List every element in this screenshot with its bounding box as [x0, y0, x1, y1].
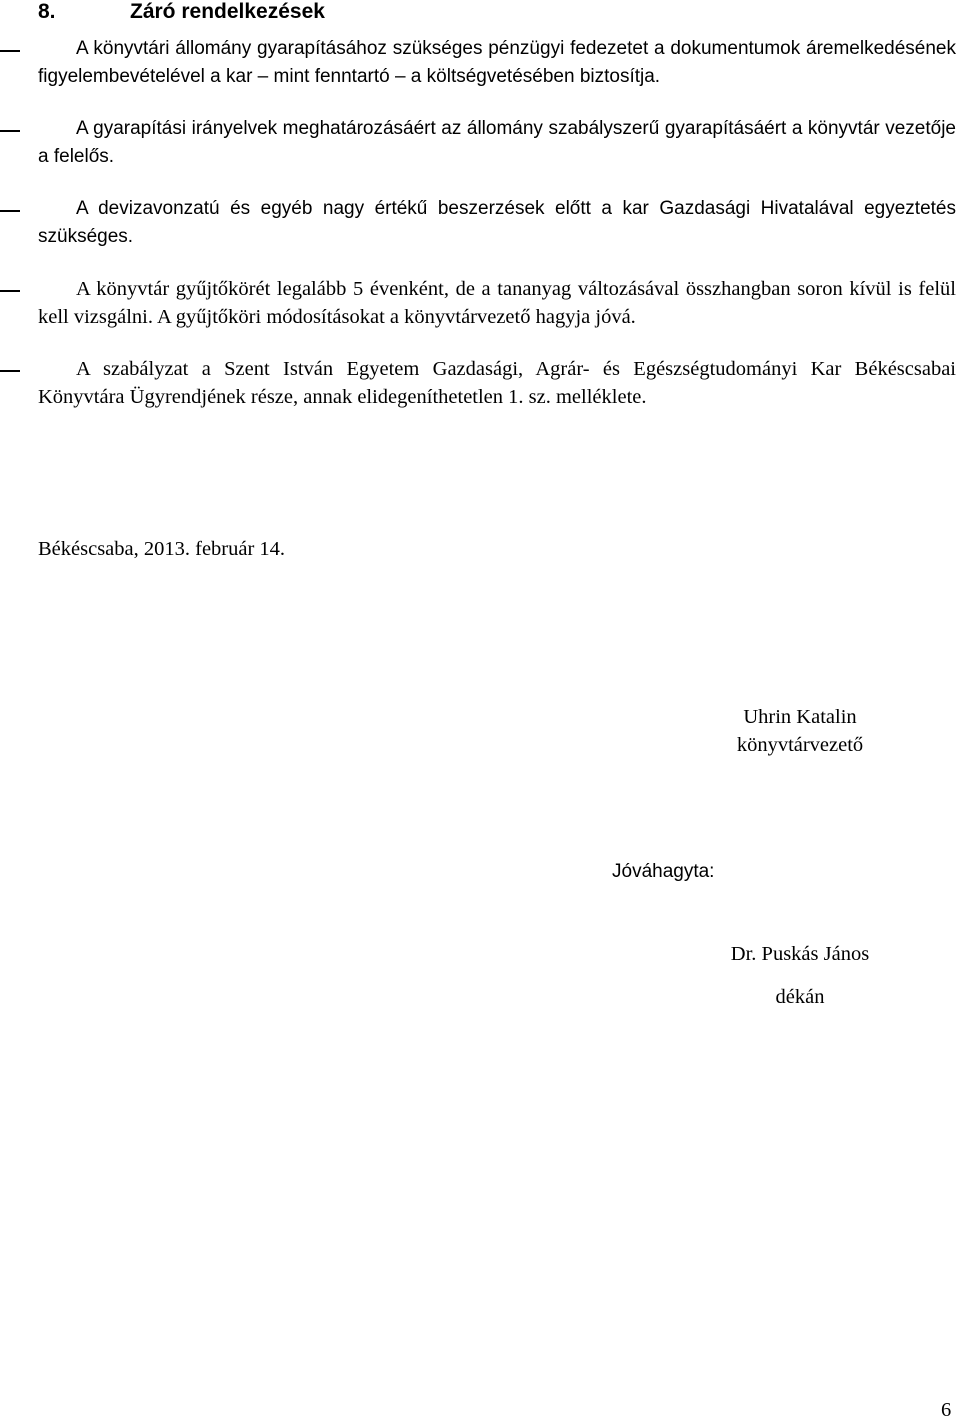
paragraph-collection-review: A könyvtár gyűjtőkörét legalább 5 évenként, de a tananyag változásával összhangban soron kívül is felül kell vizsgálni. A gyűjtőköri módosításokat a könyvtárvezető hagyja jóvá.	[38, 278, 956, 328]
section-title: Záró rendelkezések	[130, 0, 325, 23]
section-heading	[38, 0, 325, 26]
section-number: 8.	[38, 0, 56, 23]
signatory-title: könyvtárvezető	[736, 734, 864, 756]
signatory-name: Uhrin Katalin	[743, 706, 857, 728]
page-number: 6	[941, 1399, 952, 1421]
approval-label: Jóváhagyta:	[612, 861, 715, 882]
paragraph-responsibility: A gyarapítási irányelvek meghatározásáért az állomány szabályszerű gyarapításáért a könyvtár vezetője a felelős.	[38, 118, 956, 167]
bullet-dash-icon	[0, 210, 20, 212]
approver-title: dékán	[775, 986, 825, 1008]
bullet-dash-icon	[0, 50, 20, 52]
place-date: Békéscsaba, 2013. február 14.	[38, 538, 286, 560]
paragraph-funding: A könyvtári állomány gyarapításához szükséges pénzügyi fedezetet a dokumentumok áremelkedésének figyelembevételével a kar – mint fenntartó – a költségvetésében biztosítja.	[38, 38, 956, 87]
bullet-dash-icon	[0, 370, 20, 372]
bullet-dash-icon	[0, 130, 20, 132]
approver-name: Dr. Puskás János	[730, 943, 870, 965]
bullet-dash-icon	[0, 290, 20, 292]
paragraph-regulation-annex: A szabályzat a Szent István Egyetem Gazdasági, Agrár- és Egészségtudományi Kar Békéscsabai Könyvtára Ügyrendjének része, annak elidegeníthetetlen 1. sz. melléklete.	[38, 358, 956, 408]
paragraph-procurement: A devizavonzatú és egyéb nagy értékű beszerzések előtt a kar Gazdasági Hivatalával egyeztetés szükséges.	[38, 198, 956, 247]
